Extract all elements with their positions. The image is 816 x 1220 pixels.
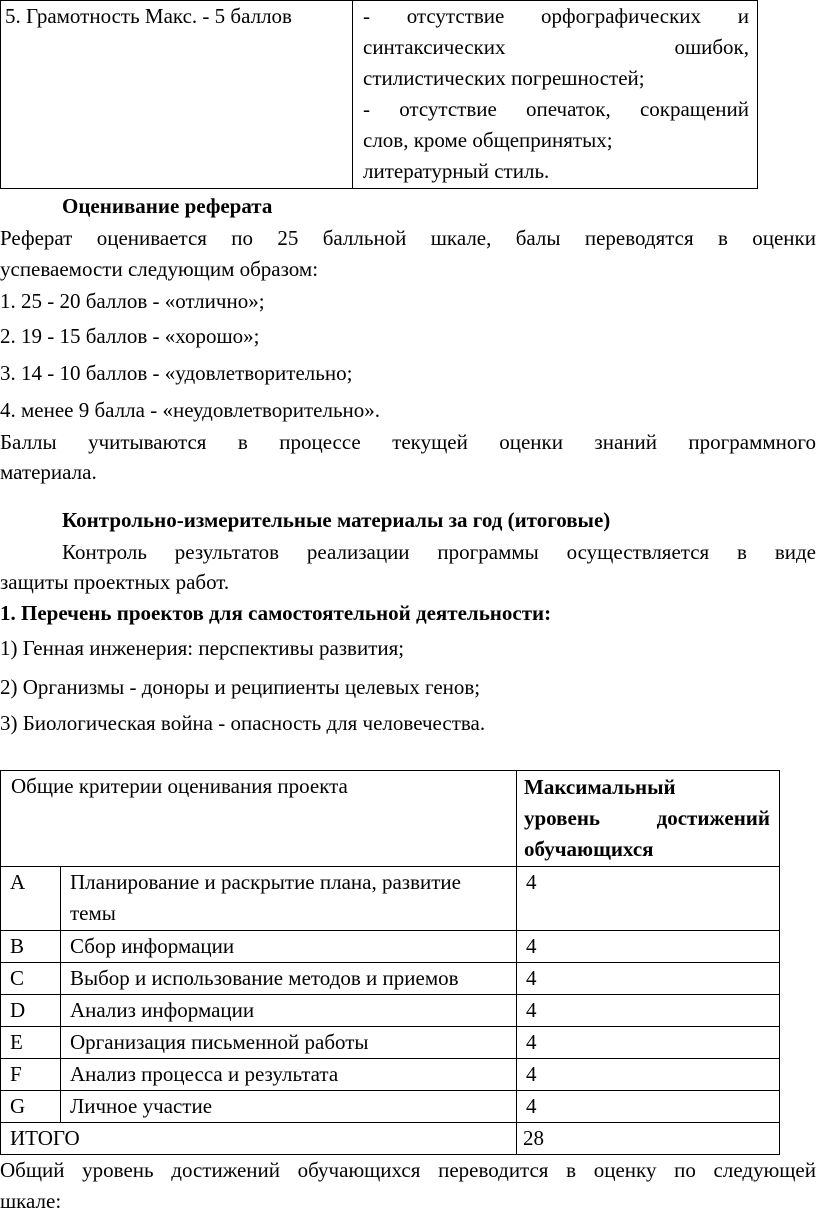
- criteria-header-label: Общие критерии оценивания проекта: [11, 774, 348, 798]
- requirement-line: - отсутствие опечаток, сокращений: [363, 97, 749, 121]
- table-row: [1, 931, 780, 963]
- criterion-letter: B: [1, 931, 61, 963]
- requirement-line: - отсутствие орфографических и: [363, 4, 749, 28]
- footer-line: Общий уровень достижений обучающихся переводится в оценку по следующей: [0, 1158, 816, 1182]
- grade-item: 4. менее 9 балла - «неудовлетворительно».: [0, 398, 381, 422]
- max-level-header-cell: [517, 771, 780, 867]
- grade-item: 1. 25 - 20 баллов - «отлично»;: [0, 289, 265, 313]
- criterion-name: Выбор и использование методов и приемов: [61, 963, 517, 995]
- criterion-letter: A: [1, 867, 61, 931]
- referat-note-line: материала.: [0, 460, 97, 484]
- referat-intro-line: Реферат оценивается по 25 балльной шкале, балы переводятся в оценки: [0, 226, 816, 250]
- criteria-header-cell: [1, 771, 517, 867]
- criterion-name-line: Планирование и раскрытие плана, развитие: [70, 870, 461, 894]
- max-level-header-line: Максимальный: [524, 775, 676, 799]
- grammar-criterion-label: 5. Грамотность Макс. - 5 баллов: [5, 4, 292, 28]
- criterion-max-value: 4: [517, 963, 780, 995]
- requirement-line: литературный стиль.: [363, 159, 550, 183]
- table-row: [1, 867, 780, 931]
- criterion-name: Анализ информации: [61, 995, 517, 1027]
- requirement-line: стилистических погрешностей;: [363, 66, 645, 90]
- table-row: [1, 1027, 780, 1059]
- criterion-letter: F: [1, 1059, 61, 1091]
- referat-heading: Оценивание реферата: [62, 194, 273, 218]
- max-level-header-line: уровень достижений: [524, 806, 770, 830]
- grade-item: 2. 19 - 15 баллов - «хорошо»;: [0, 324, 260, 348]
- grammar-requirements-cell: [353, 1, 758, 189]
- criterion-name: Анализ процесса и результата: [61, 1059, 517, 1091]
- total-label: ИТОГО: [1, 1123, 517, 1155]
- kim-text-line: защиты проектных работ.: [0, 570, 230, 594]
- grade-item: 3. 14 - 10 баллов - «удовлетворительно;: [0, 361, 353, 385]
- total-value: 28: [517, 1123, 780, 1155]
- criterion-name: Личное участие: [61, 1091, 517, 1123]
- requirement-line: синтаксических ошибок,: [363, 35, 749, 59]
- table-row: [1, 963, 780, 995]
- criterion-name-line: темы: [70, 901, 116, 925]
- criterion-letter: C: [1, 963, 61, 995]
- max-level-header-line: обучающихся: [524, 837, 654, 861]
- criterion-name: [61, 867, 517, 931]
- project-item: 1) Генная инженерия: перспективы развития;: [0, 636, 405, 660]
- kim-heading: Контрольно-измерительные материалы за год (итоговые): [62, 508, 611, 532]
- criterion-max-value: 4: [517, 1027, 780, 1059]
- project-item: 2) Организмы - доноры и реципиенты целевых генов;: [0, 675, 481, 699]
- criterion-letter: E: [1, 1027, 61, 1059]
- projects-list-heading: 1. Перечень проектов для самостоятельной деятельности:: [0, 601, 552, 625]
- grammar-criterion-cell: [1, 1, 353, 189]
- criterion-max-value: 4: [517, 931, 780, 963]
- project-item: 3) Биологическая война - опасность для человечества.: [0, 711, 486, 735]
- criterion-name: Организация письменной работы: [61, 1027, 517, 1059]
- criterion-letter: D: [1, 995, 61, 1027]
- criterion-max-value: 4: [517, 867, 780, 931]
- table-row: [1, 1059, 780, 1091]
- table-row: [1, 1091, 780, 1123]
- kim-text-line: Контроль результатов реализации программы осуществляется в виде: [62, 540, 816, 564]
- criterion-name: Сбор информации: [61, 931, 517, 963]
- project-criteria-table: [0, 770, 780, 1155]
- criterion-max-value: 4: [517, 995, 780, 1027]
- referat-note-line: Баллы учитываются в процессе текущей оценки знаний программного: [0, 430, 816, 454]
- table-row-total: [1, 1123, 780, 1155]
- criterion-letter: G: [1, 1091, 61, 1123]
- criterion-max-value: 4: [517, 1059, 780, 1091]
- referat-intro-line: успеваемости следующим образом:: [0, 257, 319, 281]
- criterion-max-value: 4: [517, 1091, 780, 1123]
- footer-line: шкале:: [0, 1189, 62, 1213]
- grammar-criteria-table: [0, 0, 758, 189]
- requirement-line: слов, кроме общепринятых;: [363, 128, 613, 152]
- table-row: [1, 995, 780, 1027]
